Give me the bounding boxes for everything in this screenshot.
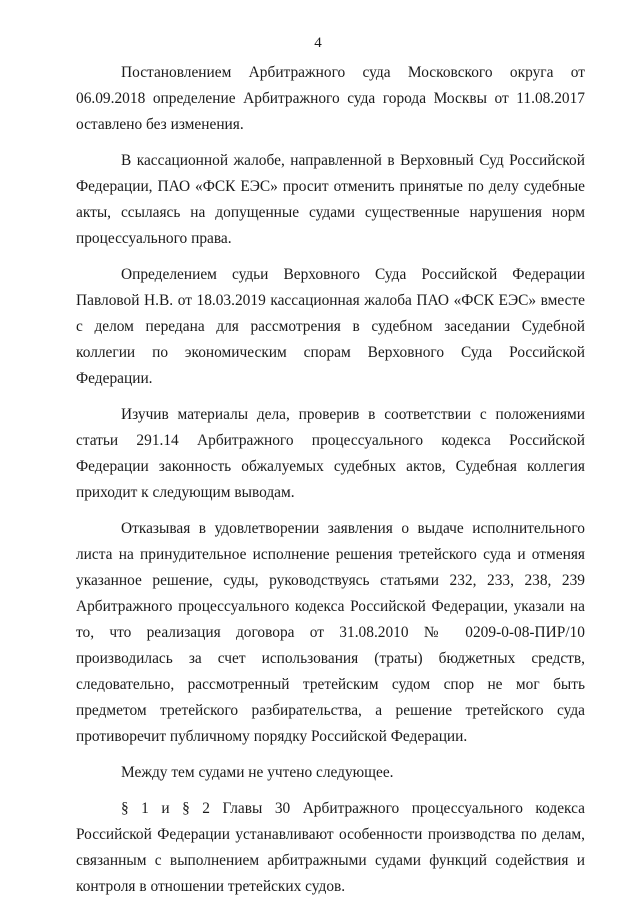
- document-body: [76, 60, 585, 910]
- paragraph-5: Отказывая в удовлетворении заявления о выдаче исполнительного листа на принудительное исполнение решения третейского суда и отменяя указанное решение, суды, руководствуясь статьями 232, 233, 238, 239 Арбитражного процессуального кодекса Российской Федерации, указали на то, что реализация договора от 31.08.2010 № 0209-0-08-ПИР/10 производилась за счет использования (траты) бюджетных средств, следовательно, рассмотренный третейским судом спор не мог быть предметом третейского разбирательства, а решение третейского суда противоречит публичному порядку Российской Федерации.: [76, 520, 585, 745]
- paragraph-6: Между тем судами не учтено следующее.: [121, 764, 394, 781]
- paragraph-2: В кассационной жалобе, направленной в Верховный Суд Российской Федерации, ПАО «ФСК ЕЭС» просит отменить принятые по делу судебные акты, ссылаясь на допущенные судами существенные нарушения норм процессуального права.: [76, 152, 585, 247]
- page-number: 4: [314, 35, 322, 51]
- paragraph-3: Определением судьи Верховного Суда Российской Федерации Павловой Н.В. от 18.03.2019 кассационная жалоба ПАО «ФСК ЕЭС» вместе с делом передана для рассмотрения в судебном заседании Судебной коллегии по экономическим спорам Верховного Суда Российской Федерации.: [76, 266, 585, 387]
- paragraph-1: Постановлением Арбитражного суда Московского округа от 06.09.2018 определение Арбитражного суда города Москвы от 11.08.2017 оставлено без изменения.: [76, 64, 585, 133]
- paragraph-7: § 1 и § 2 Главы 30 Арбитражного процессуального кодекса Российской Федерации устанавливают особенности производства по делам, связанным с выполнением арбитражными судами функций содействия и контроля в отношении третейских судов.: [76, 800, 585, 895]
- paragraph-4: Изучив материалы дела, проверив в соответствии с положениями статьи 291.14 Арбитражного процессуального кодекса Российской Федерации законность обжалуемых судебных актов, Судебная коллегия приходит к следующим выводам.: [76, 406, 585, 501]
